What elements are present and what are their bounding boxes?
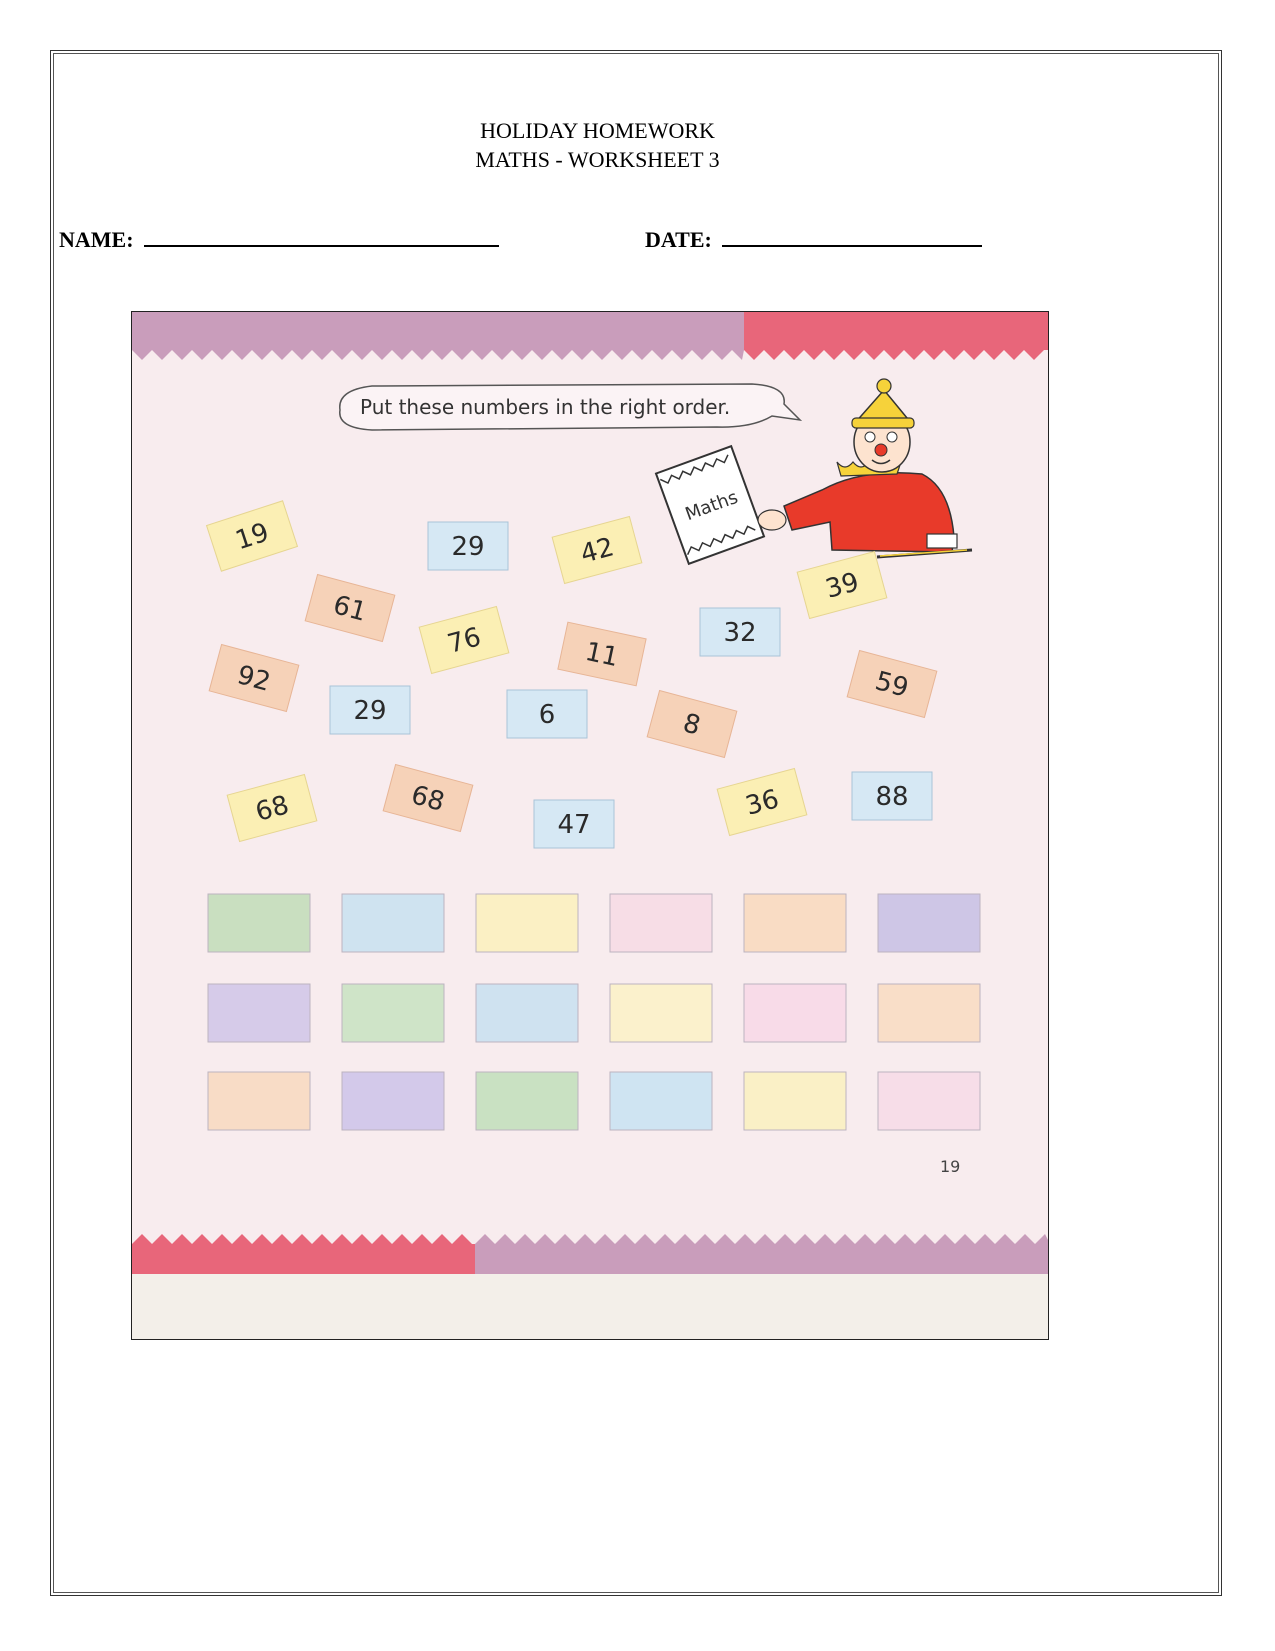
number-tile-value: 61: [329, 590, 370, 628]
number-tile: [507, 690, 587, 738]
worksheet-heading: [0, 116, 1275, 174]
number-tile-value: 36: [742, 784, 783, 822]
number-tile-value: 29: [353, 696, 387, 726]
answer-box[interactable]: [610, 984, 712, 1042]
number-tile-value: 47: [557, 810, 591, 840]
answer-box[interactable]: [476, 984, 578, 1042]
number-tile-value: 32: [723, 618, 757, 648]
answer-box[interactable]: [342, 984, 444, 1042]
name-blank[interactable]: [144, 225, 499, 247]
number-tile-value: 11: [582, 636, 622, 674]
number-tile-value: 29: [451, 532, 485, 562]
page-number: 19: [940, 1157, 961, 1176]
number-tile: [700, 608, 780, 656]
number-tile-value: 68: [252, 790, 293, 828]
date-label: DATE:: [645, 227, 712, 252]
number-tile: [428, 522, 508, 570]
name-field: [59, 225, 499, 253]
number-tile-value: 88: [875, 782, 909, 812]
answer-box[interactable]: [744, 1072, 846, 1130]
date-blank[interactable]: [722, 225, 982, 247]
instruction-text: Put these numbers in the right order.: [360, 395, 731, 419]
instruction-speech-bubble: [340, 384, 800, 430]
number-tile-value: 42: [577, 532, 618, 570]
date-field: [645, 225, 982, 253]
number-tile-value: 59: [871, 666, 912, 704]
number-tile: [534, 800, 614, 848]
answer-box[interactable]: [476, 1072, 578, 1130]
answer-box[interactable]: [476, 894, 578, 952]
heading-line-2: MATHS - WORKSHEET 3: [475, 147, 720, 172]
answer-box[interactable]: [878, 1072, 980, 1130]
answer-box[interactable]: [342, 894, 444, 952]
answer-box[interactable]: [208, 1072, 310, 1130]
number-tile: [330, 686, 410, 734]
number-tile-value: 6: [538, 700, 556, 730]
heading-line-1: HOLIDAY HOMEWORK: [480, 118, 715, 143]
answer-box[interactable]: [342, 1072, 444, 1130]
number-tile-value: 68: [407, 780, 448, 818]
number-tile: [852, 772, 932, 820]
paper-bottom-margin: [132, 1272, 1049, 1340]
number-tile-value: 8: [679, 708, 704, 742]
number-tile-value: 76: [444, 622, 485, 660]
answer-box[interactable]: [878, 984, 980, 1042]
answer-box[interactable]: [208, 984, 310, 1042]
number-tile-value: 19: [231, 517, 273, 557]
answer-box[interactable]: [744, 984, 846, 1042]
answer-box[interactable]: [744, 894, 846, 952]
number-tile-value: 92: [233, 660, 274, 698]
answer-box[interactable]: [878, 894, 980, 952]
number-tile-value: 39: [822, 567, 863, 605]
answer-box[interactable]: [610, 894, 712, 952]
answer-box[interactable]: [610, 1072, 712, 1130]
worksheet-image: [131, 311, 1049, 1340]
book-label: Maths: [682, 486, 741, 526]
answer-box[interactable]: [208, 894, 310, 952]
name-label: NAME:: [59, 227, 134, 252]
